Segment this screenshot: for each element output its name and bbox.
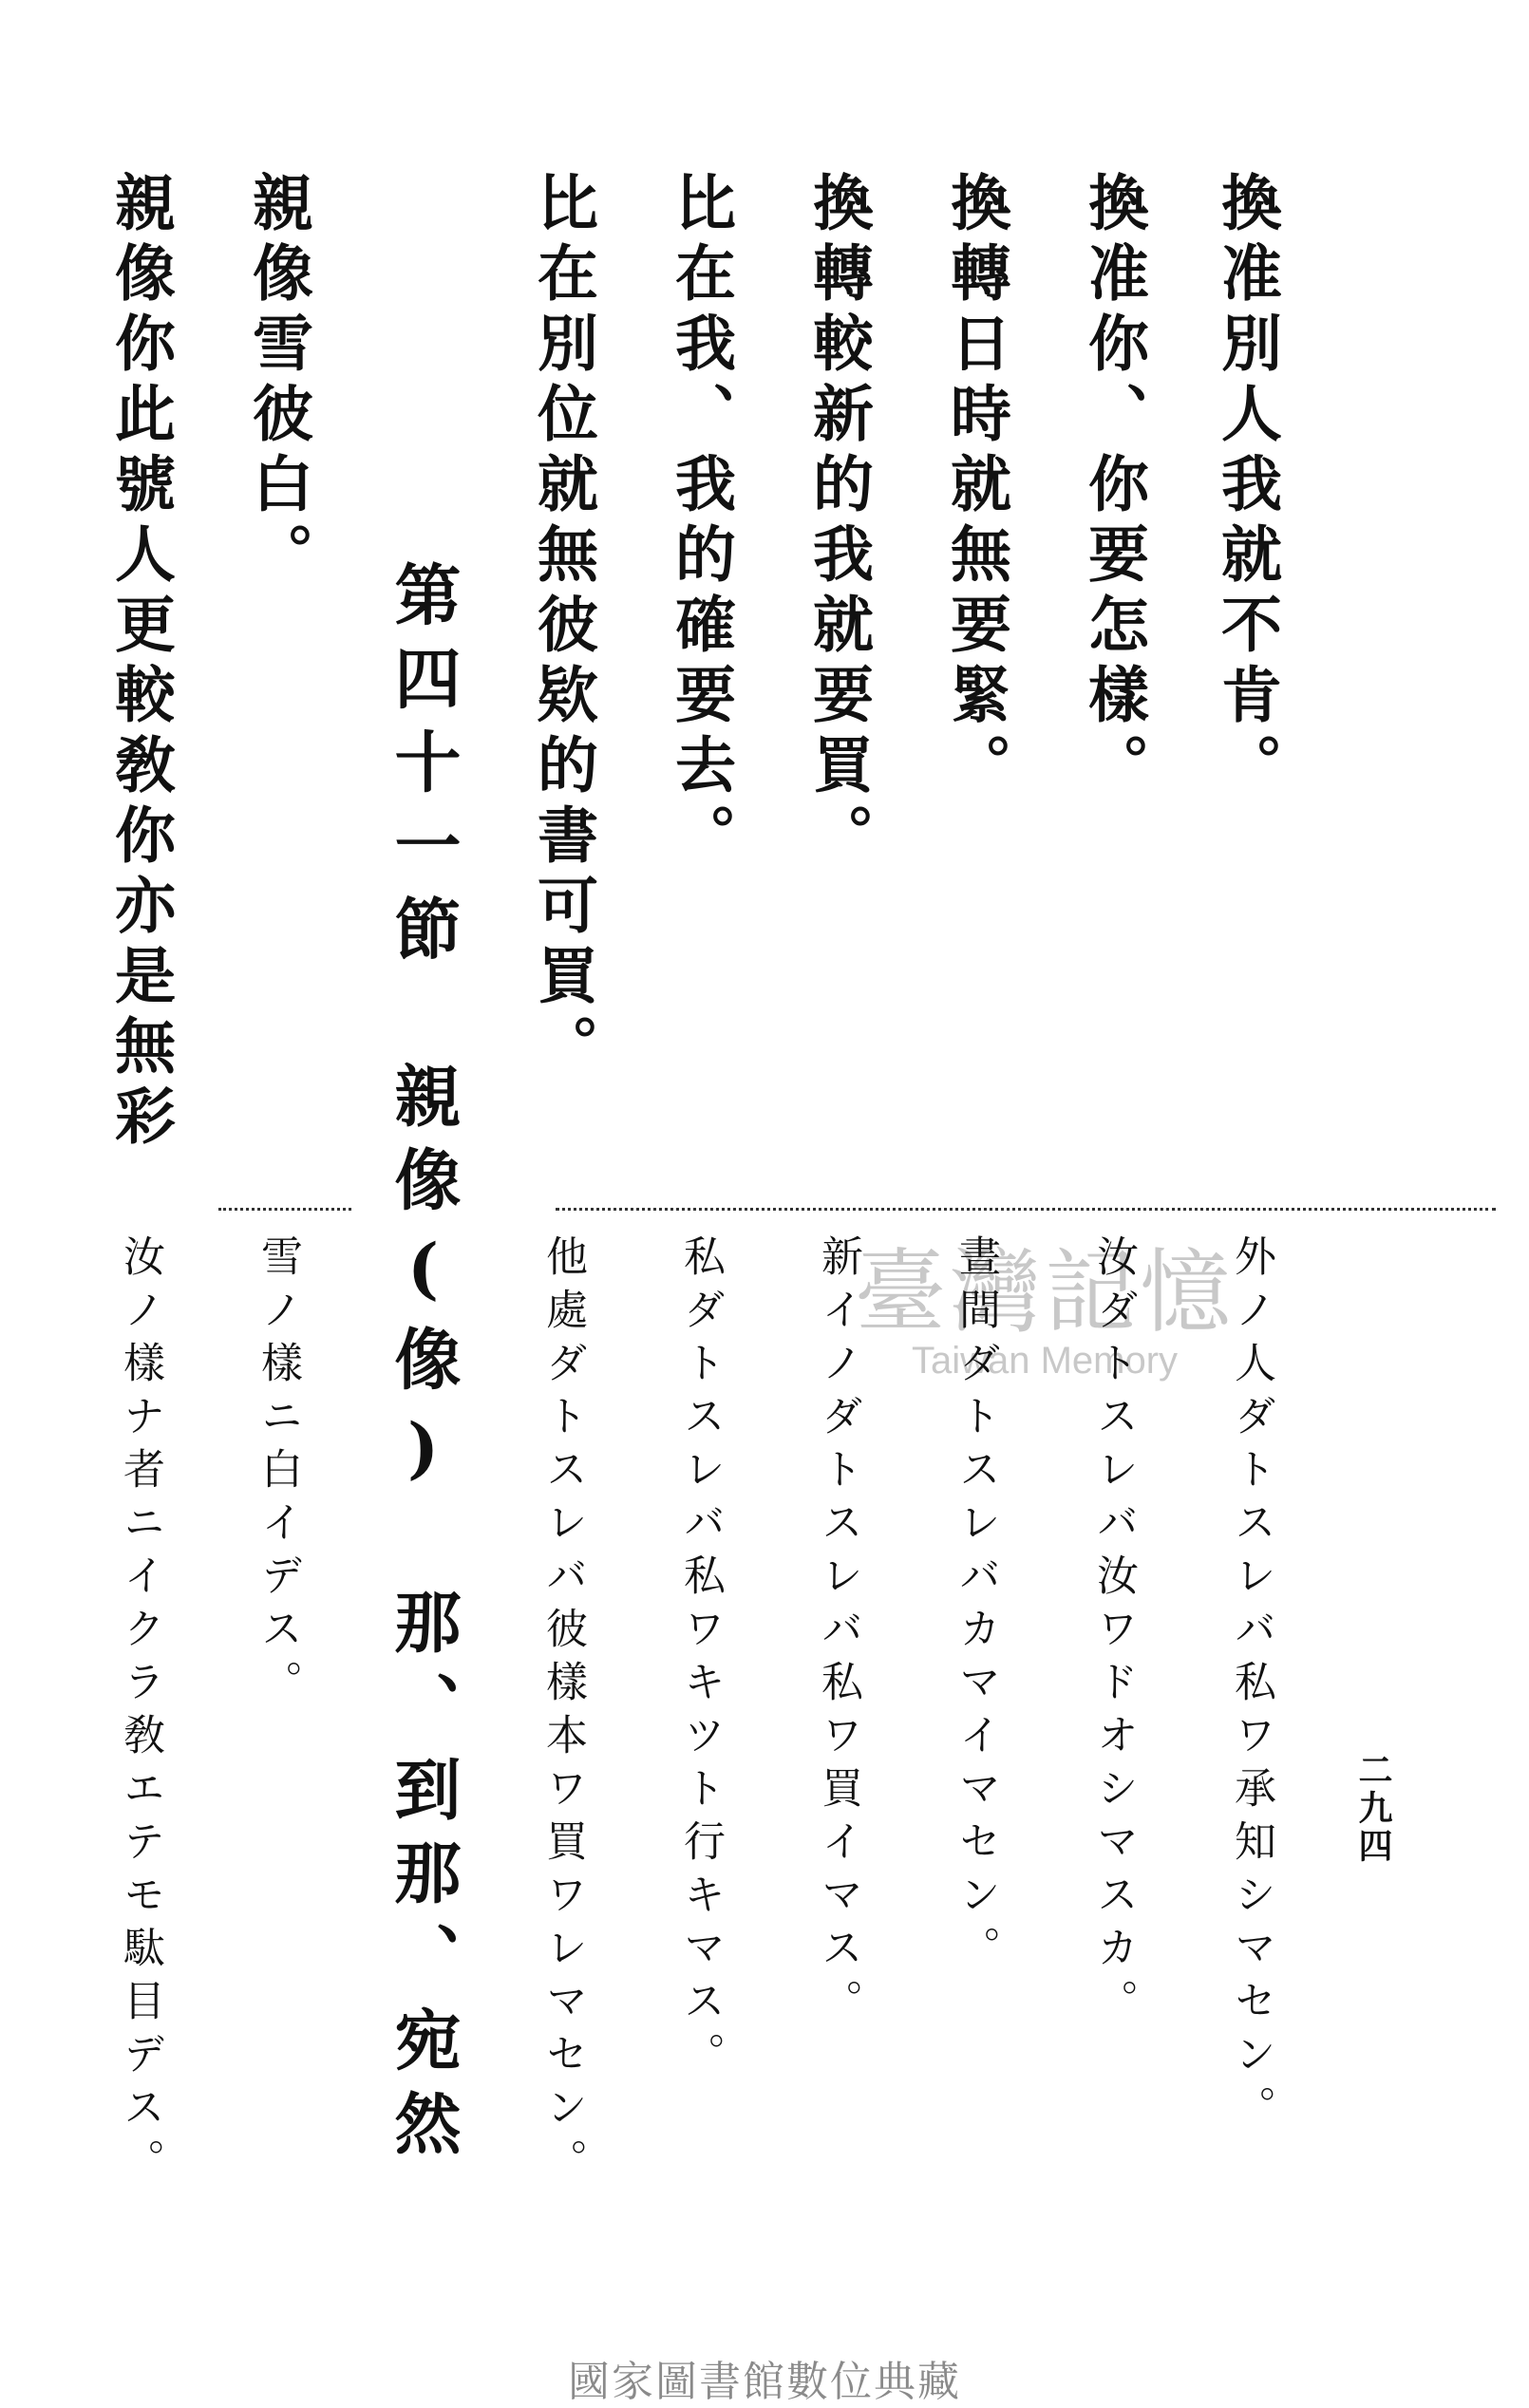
translation-column-3: 晝間ダトスレバカマイマセン。 bbox=[952, 1234, 1000, 1979]
translation-column-4: 新イノダトスレバ私ワ買イマス。 bbox=[814, 1234, 862, 2032]
translation-column-6: 他處ダトスレバ彼樣本ワ買ワレマセン。 bbox=[538, 1234, 587, 2192]
upper-column-2: 換准你、你要怎樣。 bbox=[1078, 171, 1149, 803]
upper-column-1: 換准別人我就不肯。 bbox=[1211, 171, 1282, 803]
example-column-1: 親像雪彼白。 bbox=[242, 171, 313, 593]
page-number: 二九四 bbox=[1353, 1752, 1393, 1866]
example-column-2: 親像你此號人更較敎你亦是無彩 bbox=[104, 171, 176, 1155]
example-translation-2: 汝ノ樣ナ者ニイクラ敎エテモ駄目デス。 bbox=[116, 1234, 164, 2192]
translation-column-5: 私ダトスレバ私ワキツト行キマス。 bbox=[676, 1234, 725, 2085]
upper-divider bbox=[556, 1198, 1496, 1211]
example-translation-1: 雪ノ樣ニ白イデス。 bbox=[254, 1234, 302, 1713]
upper-column-4: 換轉較新的我就要買。 bbox=[802, 171, 874, 874]
watermark-title: 臺灣記憶 bbox=[855, 1239, 1235, 1345]
footer-credit: 國家圖書館數位典藏 bbox=[568, 2358, 961, 2406]
watermark-subtitle: Taiwan Memory bbox=[911, 1340, 1179, 1382]
upper-column-6: 比在別位就無彼欵的書可買。 bbox=[527, 171, 598, 1084]
upper-column-5: 比在我、我的確要去。 bbox=[665, 171, 736, 874]
lower-divider bbox=[218, 1198, 351, 1211]
translation-column-2: 汝ダトスレバ汝ワドオシマスカ。 bbox=[1089, 1234, 1138, 2032]
section-heading: 第四十一節 親像(像) 那、到那、宛然 bbox=[384, 560, 462, 2173]
upper-column-3: 換轉日時就無要緊。 bbox=[940, 171, 1011, 803]
watermark bbox=[836, 1220, 1254, 1391]
translation-column-1: 外ノ人ダトスレバ私ワ承知シマセン。 bbox=[1227, 1234, 1275, 2138]
